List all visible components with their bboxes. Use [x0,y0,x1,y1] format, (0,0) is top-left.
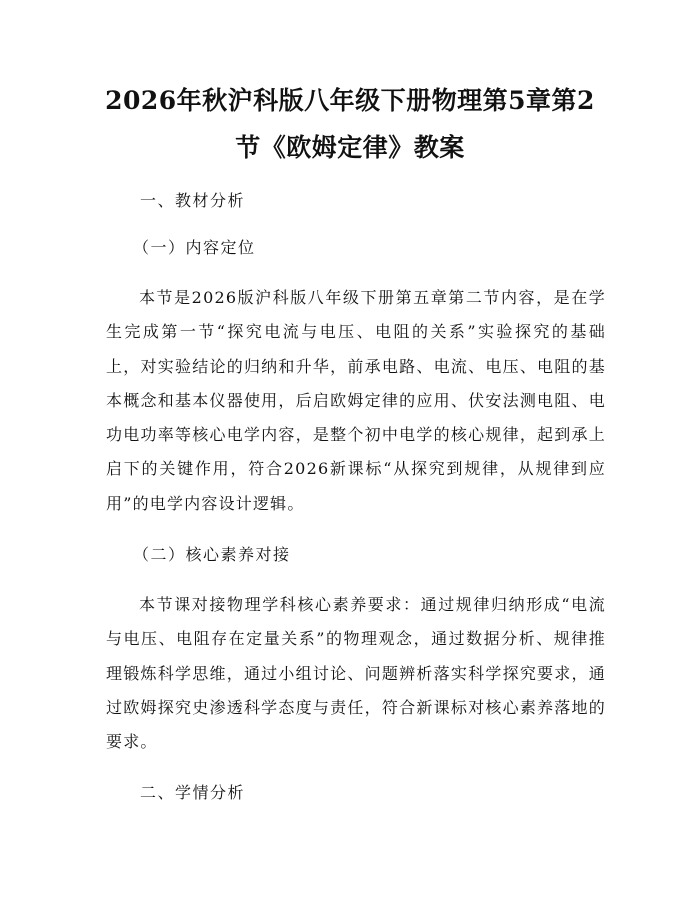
subsection-heading-content-positioning: （一）内容定位 [133,238,256,257]
section-heading-student-analysis: 二、学情分析 [140,783,246,802]
section-heading-textbook-analysis: 一、教材分析 [140,191,246,210]
document-title-line-2: 节《欧姆定律》教案 [235,133,465,162]
subsection-heading-core-literacy: （二）核心素养对接 [133,545,291,564]
document-title-line-1: 2026年秋沪科版八年级下册物理第5章第2 [105,86,595,115]
paragraph-core-literacy: 本节课对接物理学科核心素养要求：通过规律归纳形成“电流与电压、电阻存在定量关系”的物理观念，通过数据分析、规律推理锻炼科学思维，通过小组讨论、问题辨析落实科学探究要求，通过欧姆探究史渗透科学态度与责任，符合新课标对核心素养落地的要求。 [106,595,606,752]
paragraph-content-positioning: 本节是2026版沪科版八年级下册第五章第二节内容，是在学生完成第一节“探究电流与电压、电阻的关系”实验探究的基础上，对实验结论的归纳和升华，前承电路、电流、电压、电阻的基本概念和基本仪器使用，后启欧姆定律的应用、伏安法测电阻、电功电功率等核心电学内容，是整个初中电学的核心规律，起到承上启下的关键作用，符合2026新课标“从探究到规律，从规律到应用”的电学内容设计逻辑。 [106,288,606,513]
